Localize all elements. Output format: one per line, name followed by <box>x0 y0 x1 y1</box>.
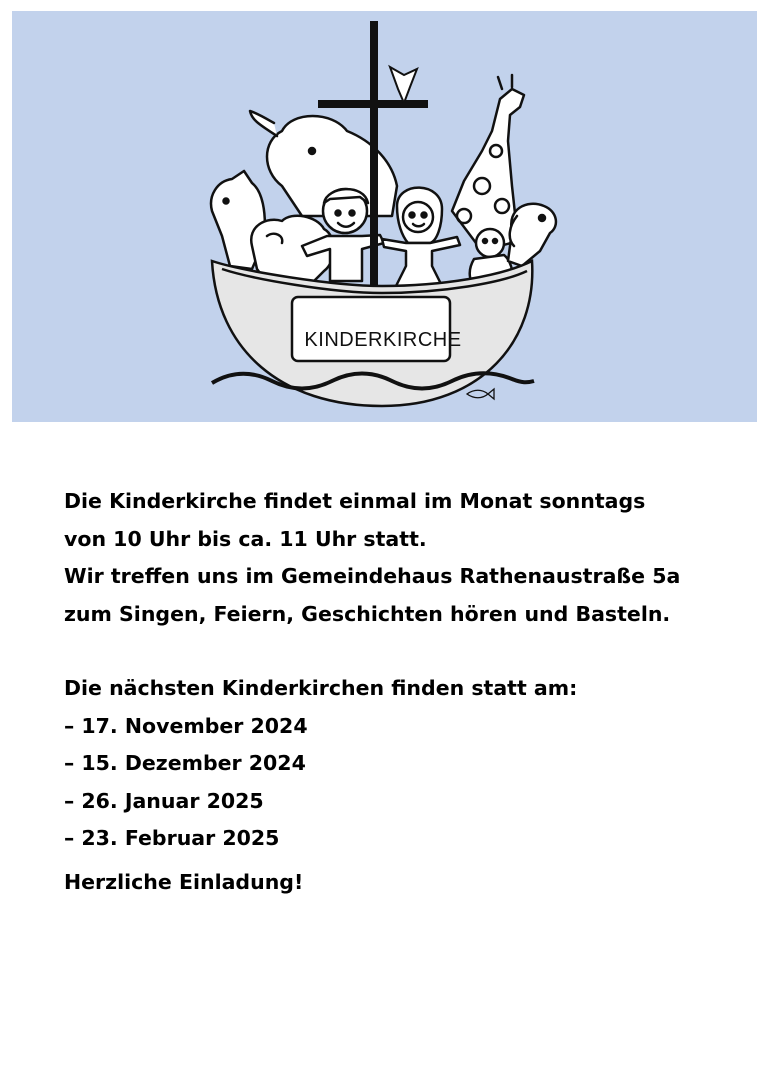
logo-label: KINDERKIRCHE <box>304 328 462 351</box>
date-item: – 17. November 2024 <box>64 713 308 738</box>
announcement <box>64 483 744 901</box>
intro-line: von 10 Uhr bis ca. 11 Uhr statt. <box>64 526 427 551</box>
schedule-heading: Die nächsten Kinderkirchen finden statt am: <box>64 676 578 700</box>
header-banner <box>12 11 757 422</box>
intro-paragraph <box>64 483 744 633</box>
date-item: – 26. Januar 2025 <box>64 788 264 813</box>
intro-line: Wir treffen uns im Gemeindehaus Rathenaustraße 5a <box>64 564 681 588</box>
dog-icon <box>508 204 556 266</box>
intro-line: zum Singen, Feiern, Geschichten hören und Basteln. <box>64 601 671 626</box>
date-item: – 15. Dezember 2024 <box>64 751 306 775</box>
dove-icon <box>390 67 417 103</box>
date-item: – 23. Februar 2025 <box>64 826 280 850</box>
fish-icon <box>467 389 494 399</box>
intro-line: Die Kinderkirche findet einmal im Monat sonntags <box>64 489 646 513</box>
closing-text: Herzliche Einladung! <box>64 869 304 894</box>
date-list <box>64 708 744 858</box>
